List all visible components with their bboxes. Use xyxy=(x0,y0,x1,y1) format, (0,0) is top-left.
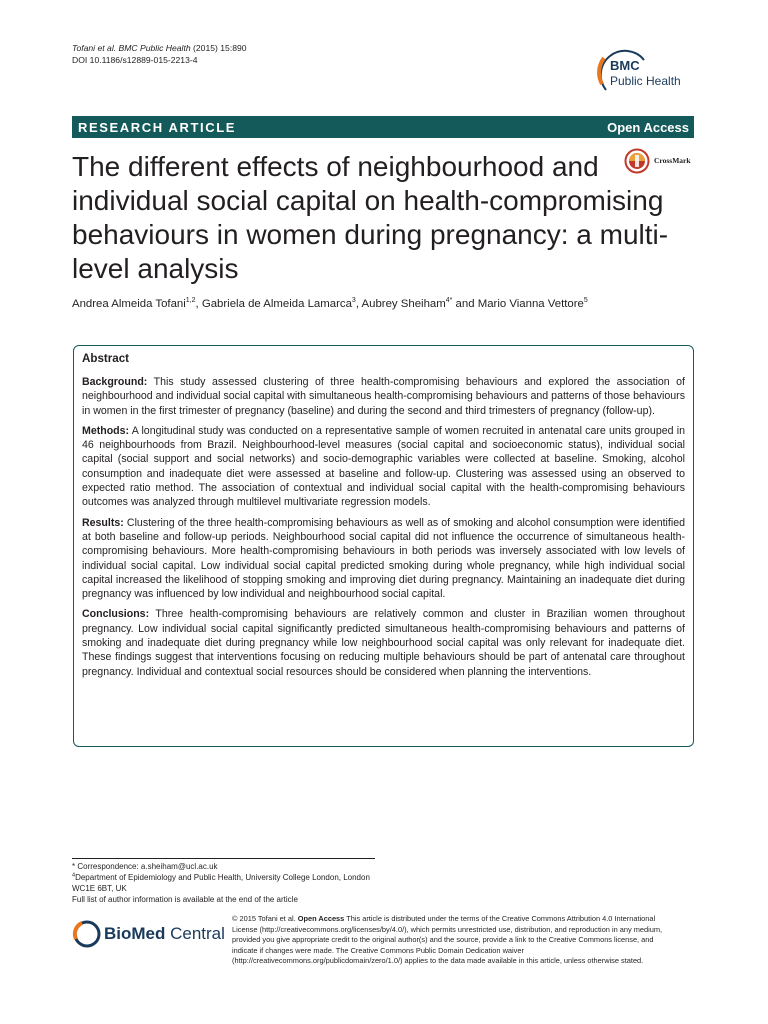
biomed-wordmark-bold: BioMed xyxy=(104,924,166,943)
biomed-central-icon xyxy=(72,919,102,949)
affiliation-note xyxy=(72,872,392,894)
results-text: Clustering of the three health-compromising behaviours as well as of smoking and alcohol consumption were identified at both baseline and follow-up periods. Neighbourhood social capital did not influence the occurrence of simultaneous health-compromising behaviours. More health-compromising behaviours in both periods was inversely associated with low levels of individual social capital. Low individual social capital predicted smoking during whole pregnancy, while high individual social capital increased the likelihood of stopping smoking and improving diet during pregnancy. Maintaining an inadequate diet during pregnancy was influenced by low individual and neighbourhood social capital. xyxy=(82,516,685,601)
abstract-heading: Abstract xyxy=(82,352,130,365)
license-prefix: © 2015 Tofani et al. xyxy=(232,914,298,923)
license-text: This article is distributed under the terms of the Creative Commons Attribution 4.0 International License (http://creativecommons.org/licenses/by/4.0/), which permits unrestricted use, distribution, and reproduction in any medium, provided you give appropriate credit to the original author(s) and the source, provide a link to the Creative Commons license, and indicate if changes were made. The Creative Commons Public Domain Dedication waiver (http://creativecommons.org/publicdomain/zero/1.0/) applies to the data made available in this article, unless otherwise stated. xyxy=(232,914,663,966)
citation-authors: Tofani xyxy=(72,43,96,53)
author-affil: 1,2 xyxy=(185,297,196,305)
citation-header xyxy=(72,42,247,66)
affiliation-sup: 4 xyxy=(72,872,76,879)
abstract-background xyxy=(82,375,685,418)
author-name: Andrea Almeida Tofani xyxy=(72,298,186,310)
bmc-logo-line2: Public Health xyxy=(610,74,681,88)
license-statement xyxy=(232,914,680,967)
methods-text: A longitudinal study was conducted on a representative sample of women recruited in antenatal care units grouped in 46 neighbourhoods from Brazil. Neighbourhood-level measures (social capital and socioeconomic status), individual social capital (social support and social networks) and socio-demographic variables were collected at baseline. Smoking, alcohol consumption and inadequate diet were assessed at baseline and follow-up. Clustering was assessed using an observed to expected ratio method. The association of contextual and individual social capital with the health-compromising behaviours outcomes was analyzed through multilevel multivariate regression models. xyxy=(82,424,685,509)
citation-doi[interactable]: DOI 10.1186/s12889-015-2213-4 xyxy=(72,55,198,65)
article-type-label: RESEARCH ARTICLE xyxy=(78,119,237,135)
background-label: Background: xyxy=(82,376,148,388)
abstract-methods xyxy=(82,424,685,510)
biomed-central-logo[interactable] xyxy=(72,917,225,951)
author-name: Aubrey Sheiham xyxy=(361,298,446,310)
bmc-logo-line1: BMC xyxy=(610,58,640,73)
author-affil: 4* xyxy=(445,297,453,305)
background-text: This study assessed clustering of three health-compromising behaviours and explored the association of neighbourhood and individual social capital with simultaneous health-compromising behaviours and patterns of those behaviours in women in the first trimester of pregnancy (baseline) and during the second and third trimesters of pregnancy (follow-up). xyxy=(82,376,685,417)
biomed-wordmark-regular: Central xyxy=(165,924,225,943)
methods-label: Methods: xyxy=(82,424,130,437)
author-sep: , xyxy=(195,298,202,310)
author-info-note: Full list of author information is available at the end of the article xyxy=(72,895,298,904)
abstract-results xyxy=(82,516,685,602)
citation-year-pages: (2015) 15:890 xyxy=(190,43,247,53)
article-title: The different effects of neighbourhood and individual social capital on health-compromising behaviours in women during pregnancy: a multi-level analysis xyxy=(72,151,669,284)
footnotes xyxy=(72,861,392,905)
article-type-ribbon xyxy=(72,116,694,138)
author-list xyxy=(72,298,588,310)
abstract-box xyxy=(73,345,694,747)
citation-journal: et al. BMC Public Health xyxy=(95,43,191,53)
author-sep: , xyxy=(355,298,362,310)
author-affil: 5 xyxy=(583,297,588,305)
correspondence-note[interactable]: * Correspondence: a.sheiham@ucl.ac.uk xyxy=(72,862,218,871)
conclusions-label: Conclusions: xyxy=(82,608,150,621)
author-affil: 3 xyxy=(351,297,356,305)
crossmark-badge[interactable] xyxy=(624,148,699,174)
results-label: Results: xyxy=(82,516,124,529)
author-name: Gabriela de Almeida Lamarca xyxy=(201,298,352,310)
conclusions-text: Three health-compromising behaviours are relatively common and cluster in Brazilian women throughout pregnancy. Low individual social capital significantly predicted simultaneous health-compromising behaviours and patterns of smoking and inadequate diet during pregnancy while low neighbourhood social capital was only relevant for inadequate diet. These findings suggest that interventions focusing on reducing multiple behaviours should be part of antenatal care throughout pregnancy. Individual and contextual social resources should be considered when planning the interventions. xyxy=(82,608,685,678)
bmc-public-health-logo[interactable] xyxy=(596,44,706,100)
biomed-central-wordmark xyxy=(104,924,225,944)
footnote-divider xyxy=(72,858,375,859)
crossmark-label: CrossMark xyxy=(654,156,691,165)
author-name: Mario Vianna Vettore xyxy=(477,298,584,310)
license-open-access: Open Access xyxy=(297,914,345,923)
open-access-label: Open Access xyxy=(607,119,689,135)
author-sep: and xyxy=(452,298,478,310)
affiliation-text: Department of Epidemiology and Public Health, University College London, London WC1E 6BT, UK xyxy=(72,873,370,893)
crossmark-icon xyxy=(624,148,650,174)
abstract-conclusions xyxy=(82,607,685,678)
